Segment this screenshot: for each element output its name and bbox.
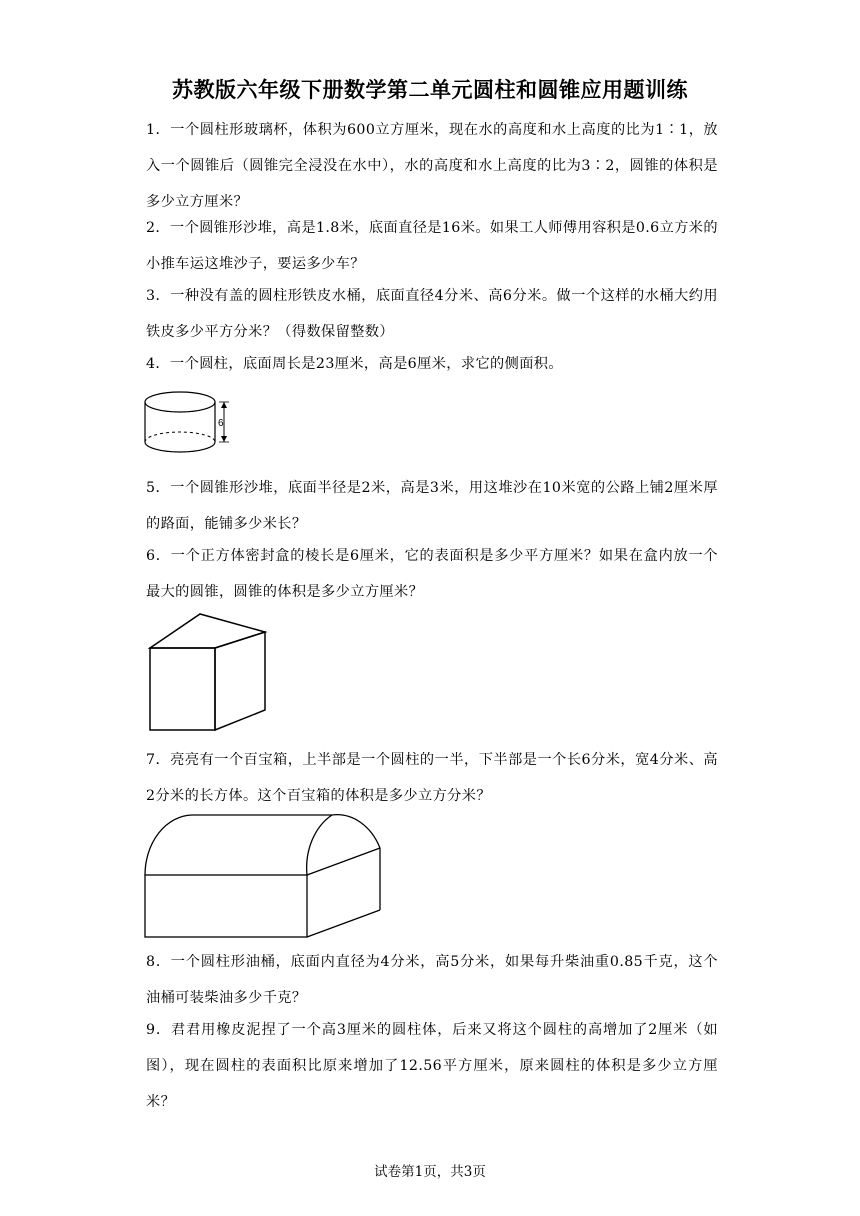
- question-7: 7．亮亮有一个百宝箱，上半部是一个圆柱的一半，下半部是一个长6分米，宽4分米、高2分米的长方体。这个百宝箱的体积是多少立方分米？: [146, 752, 718, 804]
- treasure-box-figure: [142, 810, 387, 942]
- cylinder-height-label: 6: [218, 418, 224, 429]
- question-4: 4．一个圆柱，底面周长是23厘米，高是6厘米，求它的侧面积。: [146, 356, 563, 372]
- question-8: 8．一个圆柱形油桶，底面内直径为4分米，高5分米，如果每升柴油重0.85千克，这个油桶可装柴油多少千克？: [146, 954, 718, 1006]
- question-2: 2．一个圆锥形沙堆，高是1.8米，底面直径是16米。如果工人师傅用容积是0.6立方米的小推车运这堆沙子，要运多少车？: [146, 220, 718, 272]
- page-title: 苏教版六年级下册数学第二单元圆柱和圆锥应用题训练: [172, 78, 688, 102]
- question-9: 9．君君用橡皮泥捏了一个高3厘米的圆柱体，后来又将这个圆柱的高增加了2厘米（如图），现在圆柱的表面积比原来增加了12.56平方厘米，原来圆柱的体积是多少立方厘米？: [146, 1022, 718, 1110]
- question-6: 6．一个正方体密封盒的棱长是6厘米，它的表面积是多少平方厘米？如果在盒内放一个最大的圆锥，圆锥的体积是多少立方厘米？: [146, 548, 718, 600]
- question-5: 5．一个圆锥形沙堆，底面半径是2米，高是3米，用这堆沙在10米宽的公路上铺2厘米厚的路面，能铺多少米长？: [146, 480, 718, 532]
- question-1: 1．一个圆柱形玻璃杯，体积为600立方厘米，现在水的高度和水上高度的比为1∶1，放入一个圆锥后（圆锥完全浸没在水中），水的高度和水上高度的比为3∶2，圆锥的体积是多少立方厘米？: [146, 122, 718, 210]
- cylinder-figure: [140, 385, 240, 460]
- page-footer: 试卷第1页，共3页: [374, 1164, 486, 1180]
- question-3: 3．一种没有盖的圆柱形铁皮水桶，底面直径4分米、高6分米。做一个这样的水桶大约用铁皮多少平方分米？（得数保留整数）: [146, 288, 718, 340]
- cube-figure: [145, 610, 270, 735]
